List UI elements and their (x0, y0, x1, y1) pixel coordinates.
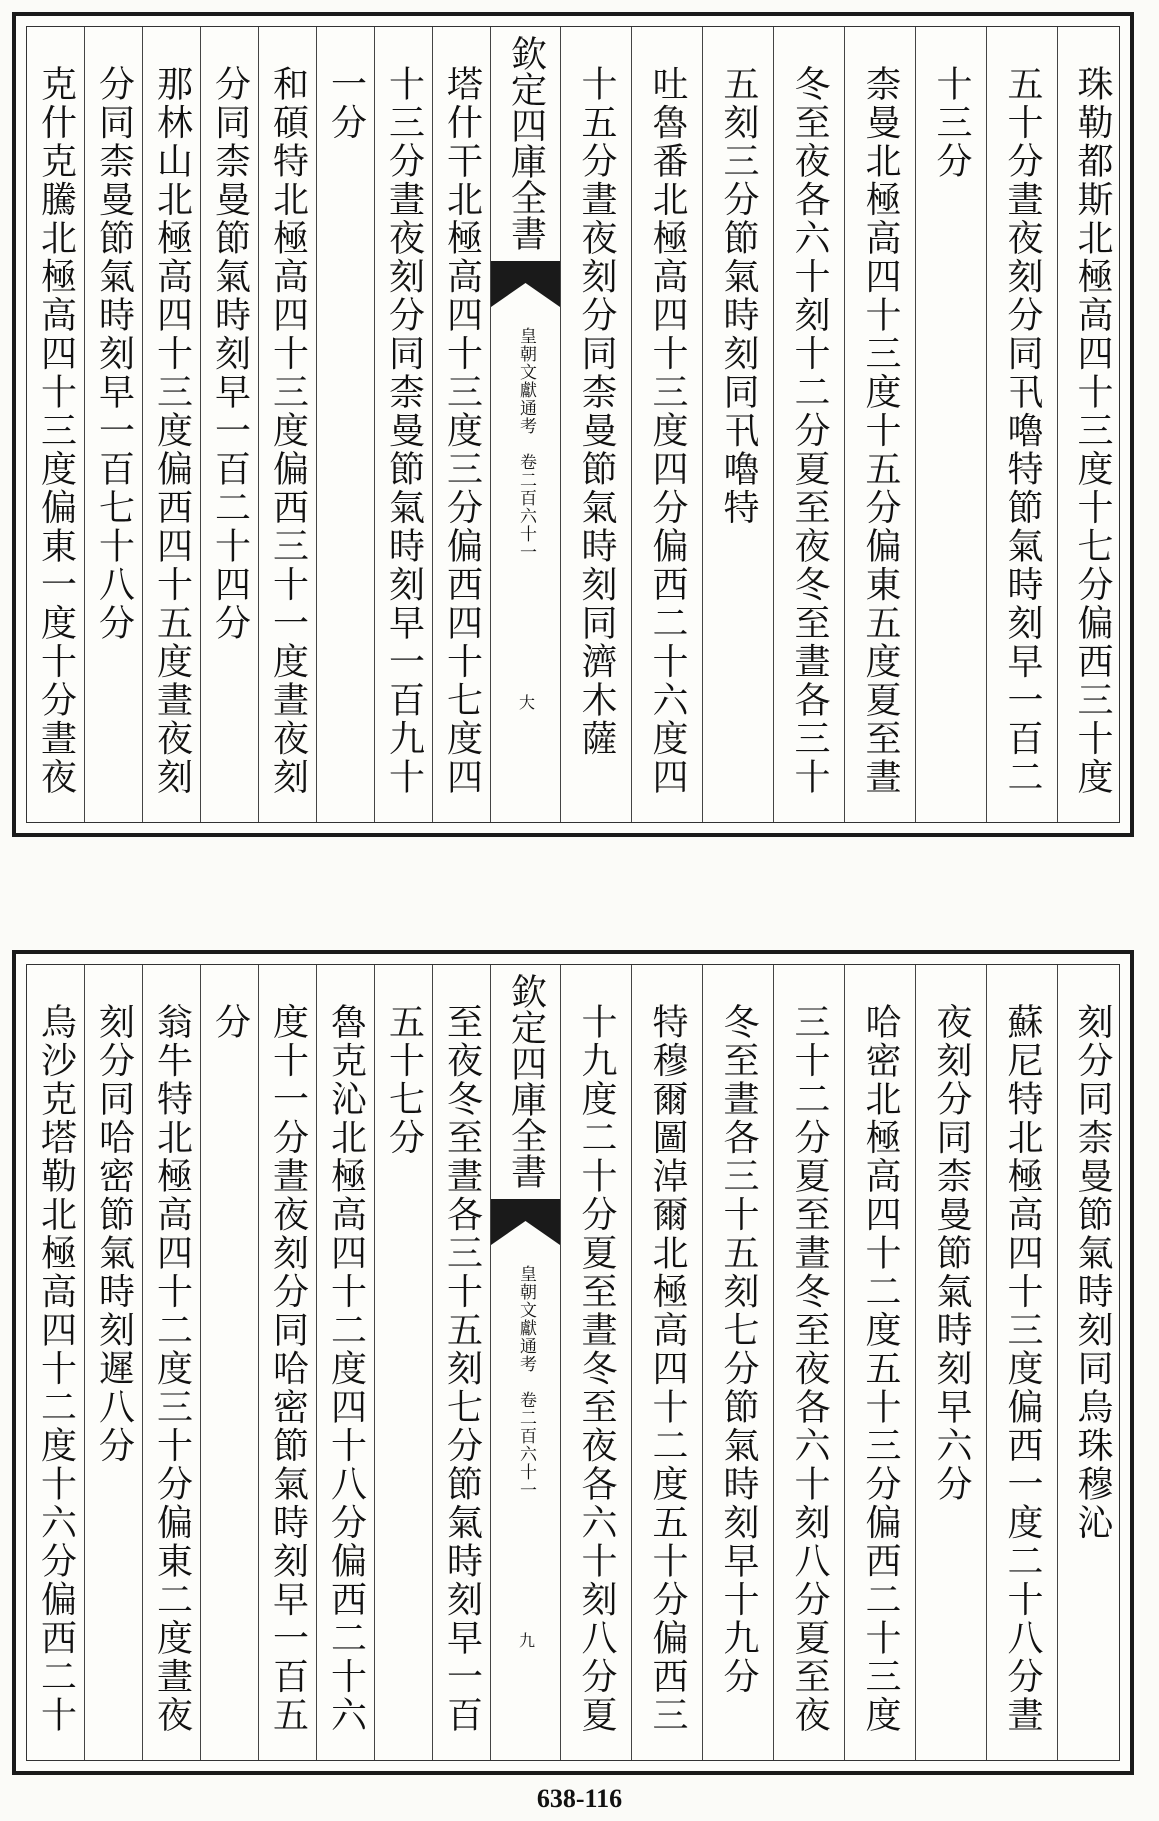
column-text: 度十一分晝夜刻分同哈密節氣時刻早一百五 (267, 1003, 309, 1735)
text-column (845, 965, 916, 1760)
column-text: 珠勒都斯北極高四十三度十七分偏西三十度 (1072, 65, 1113, 797)
text-column (845, 27, 916, 822)
text-column (201, 965, 259, 1760)
text-column (987, 27, 1058, 822)
column-text: 吐魯番北極高四十三度四分偏西二十六度四 (647, 65, 688, 797)
text-column (703, 27, 774, 822)
column-text: 冬至夜各六十刻十二分夏至夜冬至晝各三十 (789, 65, 830, 797)
fishtail-mark (491, 261, 560, 307)
text-column (433, 965, 491, 1760)
text-column (916, 965, 987, 1760)
text-column (259, 965, 317, 1760)
column-text: 塔什干北極高四十三度三分偏西四十七度四 (441, 65, 483, 797)
page-footer-number: 638-116 (536, 1784, 623, 1813)
column-text: 五十七分 (383, 1003, 425, 1157)
book-title: 欽定四庫全書 (505, 35, 547, 251)
column-text: 分同柰曼節氣時刻早一百二十四分 (209, 65, 251, 643)
banner-column (491, 27, 561, 822)
text-column (1058, 27, 1126, 822)
text-column (375, 965, 433, 1760)
text-column (916, 27, 987, 822)
fishtail-mark (491, 1199, 560, 1245)
column-text: 特穆爾圖淖爾北極高四十二度五十分偏西三 (647, 1003, 688, 1735)
column-text: 十五分晝夜刻分同柰曼節氣時刻同濟木薩 (576, 65, 617, 758)
column-text: 哈密北極高四十二度五十三分偏西二十三度 (860, 1003, 901, 1735)
text-column (85, 27, 143, 822)
column-text: 克什克騰北極高四十三度偏東一度十分晝夜 (35, 65, 77, 797)
text-column (85, 965, 143, 1760)
page-top (12, 12, 1134, 837)
text-column (774, 27, 845, 822)
column-text: 五十分晝夜刻分同卂嚕特節氣時刻早一百二 (1002, 65, 1043, 797)
column-text: 分 (209, 1003, 251, 1042)
column-text: 一分 (325, 65, 367, 142)
text-column (143, 27, 201, 822)
chapter-subtitle: 皇朝文獻通考 卷二百六十一 (516, 1265, 536, 1499)
page-bottom-frame (26, 964, 1120, 1761)
banner-column (491, 965, 561, 1760)
column-text: 分同柰曼節氣時刻早一百七十八分 (93, 65, 135, 643)
column-text: 魯克沁北極高四十二度四十八分偏西二十六 (325, 1003, 367, 1735)
column-text: 和碩特北極高四十三度偏西三十一度晝夜刻 (267, 65, 309, 797)
column-text: 刻分同柰曼節氣時刻同烏珠穆沁 (1072, 1003, 1113, 1542)
column-text: 十九度二十分夏至晝冬至夜各六十刻八分夏 (576, 1003, 617, 1735)
text-column (774, 965, 845, 1760)
column-text: 翁牛特北極高四十二度三十分偏東二度晝夜 (151, 1003, 193, 1735)
column-text: 至夜冬至晝各三十五刻七分節氣時刻早一百 (441, 1003, 483, 1735)
text-column (561, 965, 632, 1760)
text-column (1058, 965, 1126, 1760)
column-text: 三十二分夏至晝冬至夜各六十刻八分夏至夜 (789, 1003, 830, 1735)
folio-number: 九 (516, 1632, 536, 1648)
column-text: 烏沙克塔勒北極高四十二度十六分偏西二十 (35, 1003, 77, 1735)
page-top-frame (26, 26, 1120, 823)
text-column (632, 27, 703, 822)
text-column (27, 965, 85, 1760)
text-column (561, 27, 632, 822)
column-text: 十三分晝夜刻分同柰曼節氣時刻早一百九十 (383, 65, 425, 797)
page-bottom (12, 950, 1134, 1775)
column-text: 刻分同哈密節氣時刻遲八分 (93, 1003, 135, 1465)
column-text: 冬至晝各三十五刻七分節氣時刻早十九分 (718, 1003, 759, 1696)
text-column (433, 27, 491, 822)
text-column (317, 965, 375, 1760)
column-text: 夜刻分同柰曼節氣時刻早六分 (931, 1003, 972, 1504)
text-column (259, 27, 317, 822)
folio-number: 大 (516, 694, 536, 710)
text-column (201, 27, 259, 822)
book-title: 欽定四庫全書 (505, 973, 547, 1189)
text-column (632, 965, 703, 1760)
column-text: 那林山北極高四十三度偏西四十五度晝夜刻 (151, 65, 193, 797)
column-text: 蘇尼特北極高四十三度偏西一度二十八分晝 (1002, 1003, 1043, 1735)
column-text: 五刻三分節氣時刻同卂嚕特 (718, 65, 759, 527)
text-column (987, 965, 1058, 1760)
column-text: 柰曼北極高四十三度十五分偏東五度夏至晝 (860, 65, 901, 797)
text-column (317, 27, 375, 822)
chapter-subtitle: 皇朝文獻通考 卷二百六十一 (516, 327, 536, 561)
text-column (375, 27, 433, 822)
text-column (703, 965, 774, 1760)
text-column (27, 27, 85, 822)
text-column (143, 965, 201, 1760)
column-text: 十三分 (931, 65, 972, 181)
